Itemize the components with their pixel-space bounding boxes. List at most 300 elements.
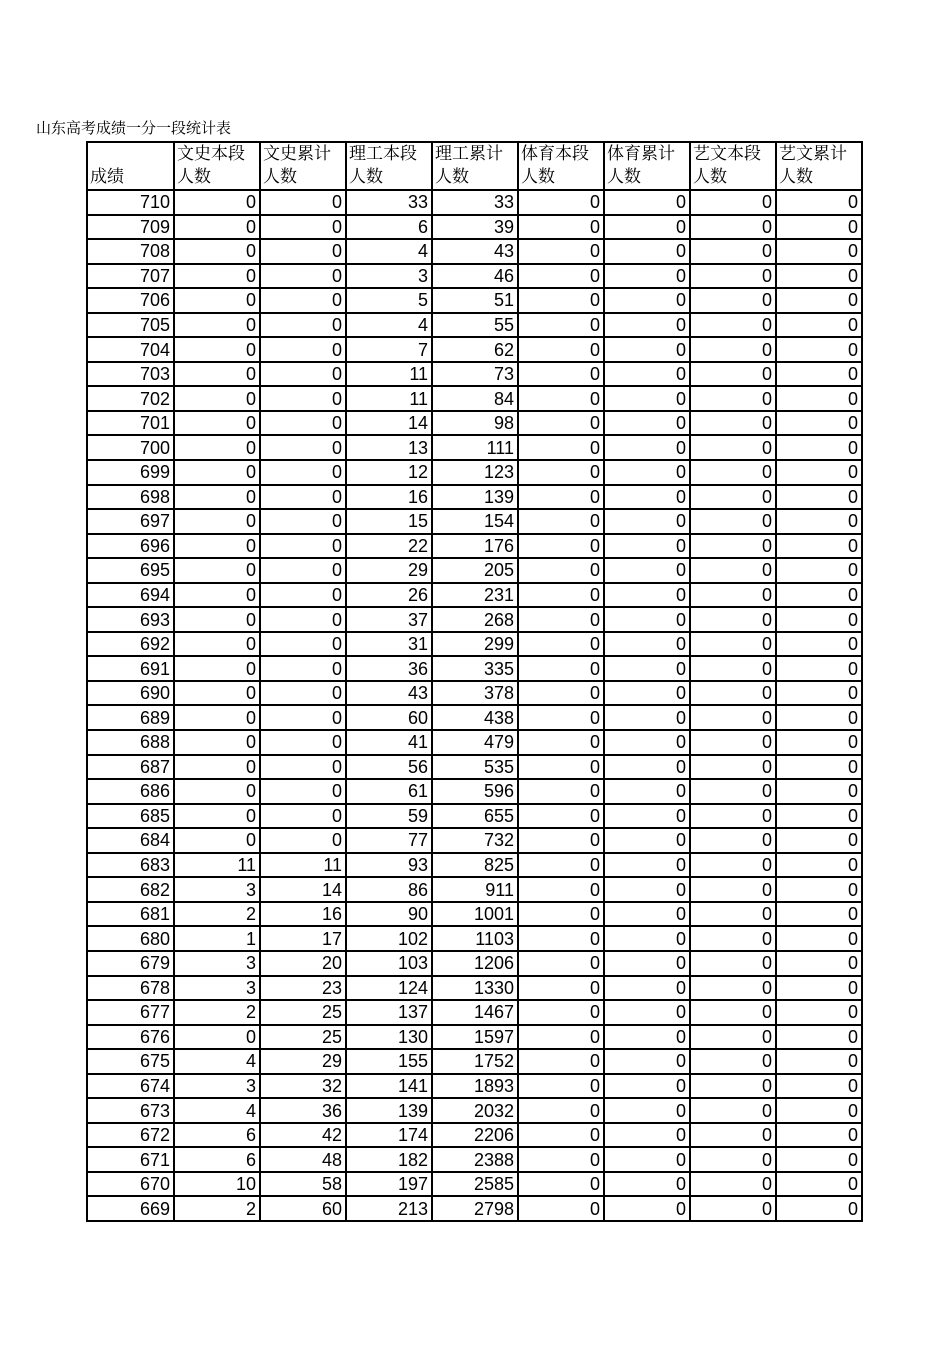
count-cell: 0 (260, 239, 346, 264)
count-cell: 6 (174, 1147, 260, 1172)
count-cell: 11 (174, 853, 260, 878)
count-cell: 911 (432, 877, 518, 902)
count-cell: 0 (604, 755, 690, 780)
column-header-line: 人数 (607, 167, 641, 187)
count-cell: 0 (776, 607, 862, 632)
count-cell: 0 (604, 460, 690, 485)
count-cell: 0 (604, 1172, 690, 1197)
score-cell: 700 (87, 435, 174, 460)
column-header-line: 体育本段 (521, 144, 589, 164)
count-cell: 0 (518, 755, 604, 780)
count-cell: 0 (604, 607, 690, 632)
count-cell: 41 (346, 730, 432, 755)
score-cell: 669 (87, 1196, 174, 1221)
table-row (87, 877, 862, 902)
count-cell: 0 (776, 828, 862, 853)
count-cell: 0 (604, 1074, 690, 1099)
count-cell: 14 (260, 877, 346, 902)
score-cell: 691 (87, 656, 174, 681)
count-cell: 335 (432, 656, 518, 681)
count-cell: 0 (690, 853, 776, 878)
count-cell: 0 (604, 534, 690, 559)
count-cell: 0 (518, 485, 604, 510)
column-header (432, 142, 518, 190)
count-cell: 4 (174, 1098, 260, 1123)
count-cell: 0 (604, 976, 690, 1001)
count-cell: 25 (260, 1025, 346, 1050)
count-cell: 0 (260, 583, 346, 608)
count-cell: 46 (432, 264, 518, 289)
column-header-line: 人数 (177, 167, 211, 187)
column-header-line: 文史累计 (263, 144, 331, 164)
score-cell: 705 (87, 313, 174, 338)
table-row (87, 1025, 862, 1050)
count-cell: 130 (346, 1025, 432, 1050)
count-cell: 6 (346, 215, 432, 240)
count-cell: 732 (432, 828, 518, 853)
count-cell: 0 (604, 215, 690, 240)
column-header-line: 人数 (693, 167, 727, 187)
table-row (87, 386, 862, 411)
column-header (87, 142, 174, 190)
column-header-line: 人数 (779, 167, 813, 187)
count-cell: 0 (174, 1025, 260, 1050)
count-cell: 0 (518, 386, 604, 411)
column-header (690, 142, 776, 190)
count-cell: 20 (260, 951, 346, 976)
count-cell: 0 (776, 386, 862, 411)
count-cell: 62 (432, 337, 518, 362)
count-cell: 31 (346, 632, 432, 657)
count-cell: 3 (346, 264, 432, 289)
count-cell: 0 (174, 411, 260, 436)
count-cell: 0 (260, 190, 346, 215)
table-row (87, 1074, 862, 1099)
count-cell: 0 (518, 509, 604, 534)
count-cell: 1467 (432, 1000, 518, 1025)
score-cell: 689 (87, 705, 174, 730)
column-header-line: 艺文累计 (779, 144, 847, 164)
count-cell: 25 (260, 1000, 346, 1025)
count-cell: 0 (260, 607, 346, 632)
table-row (87, 460, 862, 485)
count-cell: 17 (260, 926, 346, 951)
count-cell: 4 (346, 239, 432, 264)
score-cell: 708 (87, 239, 174, 264)
count-cell: 0 (260, 681, 346, 706)
count-cell: 0 (518, 1000, 604, 1025)
count-cell: 0 (260, 804, 346, 829)
count-cell: 33 (432, 190, 518, 215)
count-cell: 0 (604, 656, 690, 681)
count-cell: 0 (260, 288, 346, 313)
count-cell: 0 (690, 1000, 776, 1025)
count-cell: 0 (518, 1098, 604, 1123)
count-cell: 0 (604, 853, 690, 878)
count-cell: 0 (690, 951, 776, 976)
table-row (87, 730, 862, 755)
count-cell: 0 (518, 705, 604, 730)
count-cell: 73 (432, 362, 518, 387)
column-header-line: 人数 (521, 167, 555, 187)
count-cell: 0 (260, 779, 346, 804)
table-row (87, 1098, 862, 1123)
count-cell: 0 (174, 558, 260, 583)
column-header (604, 142, 690, 190)
count-cell: 0 (518, 1147, 604, 1172)
count-cell: 0 (604, 779, 690, 804)
count-cell: 174 (346, 1123, 432, 1148)
count-cell: 10 (174, 1172, 260, 1197)
count-cell: 655 (432, 804, 518, 829)
count-cell: 0 (690, 1025, 776, 1050)
count-cell: 0 (690, 705, 776, 730)
count-cell: 0 (260, 215, 346, 240)
score-cell: 672 (87, 1123, 174, 1148)
count-cell: 0 (260, 730, 346, 755)
count-cell: 0 (174, 288, 260, 313)
count-cell: 0 (690, 1172, 776, 1197)
count-cell: 33 (346, 190, 432, 215)
score-cell: 696 (87, 534, 174, 559)
count-cell: 51 (432, 288, 518, 313)
count-cell: 0 (604, 902, 690, 927)
count-cell: 0 (518, 558, 604, 583)
count-cell: 0 (518, 902, 604, 927)
count-cell: 0 (776, 902, 862, 927)
count-cell: 0 (518, 362, 604, 387)
table-row (87, 583, 862, 608)
table-row (87, 288, 862, 313)
count-cell: 0 (690, 411, 776, 436)
count-cell: 0 (604, 705, 690, 730)
column-header (260, 142, 346, 190)
count-cell: 0 (776, 853, 862, 878)
count-cell: 0 (690, 804, 776, 829)
count-cell: 0 (690, 1147, 776, 1172)
table-row (87, 1147, 862, 1172)
count-cell: 0 (690, 1049, 776, 1074)
count-cell: 32 (260, 1074, 346, 1099)
count-cell: 84 (432, 386, 518, 411)
count-cell: 15 (346, 509, 432, 534)
count-cell: 2032 (432, 1098, 518, 1123)
count-cell: 0 (518, 288, 604, 313)
count-cell: 0 (776, 288, 862, 313)
count-cell: 43 (432, 239, 518, 264)
count-cell: 0 (174, 632, 260, 657)
count-cell: 60 (260, 1196, 346, 1221)
count-cell: 0 (604, 877, 690, 902)
score-cell: 707 (87, 264, 174, 289)
count-cell: 0 (260, 337, 346, 362)
count-cell: 0 (260, 632, 346, 657)
score-cell: 703 (87, 362, 174, 387)
count-cell: 0 (518, 877, 604, 902)
count-cell: 36 (260, 1098, 346, 1123)
score-cell: 677 (87, 1000, 174, 1025)
count-cell: 3 (174, 877, 260, 902)
column-header (776, 142, 862, 190)
score-cell: 688 (87, 730, 174, 755)
count-cell: 1001 (432, 902, 518, 927)
count-cell: 0 (776, 190, 862, 215)
column-header (518, 142, 604, 190)
column-header (174, 142, 260, 190)
count-cell: 0 (690, 1074, 776, 1099)
count-cell: 0 (518, 190, 604, 215)
count-cell: 535 (432, 755, 518, 780)
table-row (87, 705, 862, 730)
count-cell: 0 (604, 632, 690, 657)
score-cell: 681 (87, 902, 174, 927)
count-cell: 0 (690, 926, 776, 951)
count-cell: 4 (174, 1049, 260, 1074)
count-cell: 7 (346, 337, 432, 362)
count-cell: 0 (518, 632, 604, 657)
count-cell: 0 (174, 509, 260, 534)
count-cell: 2388 (432, 1147, 518, 1172)
count-cell: 6 (174, 1123, 260, 1148)
count-cell: 1206 (432, 951, 518, 976)
table-row (87, 362, 862, 387)
count-cell: 0 (776, 1074, 862, 1099)
score-cell: 698 (87, 485, 174, 510)
column-header-line: 体育累计 (607, 144, 675, 164)
count-cell: 0 (604, 411, 690, 436)
count-cell: 0 (604, 1025, 690, 1050)
table-row (87, 828, 862, 853)
count-cell: 0 (518, 828, 604, 853)
count-cell: 0 (604, 558, 690, 583)
count-cell: 0 (518, 926, 604, 951)
score-cell: 709 (87, 215, 174, 240)
score-cell: 676 (87, 1025, 174, 1050)
count-cell: 0 (260, 485, 346, 510)
score-cell: 710 (87, 190, 174, 215)
count-cell: 42 (260, 1123, 346, 1148)
count-cell: 0 (776, 1049, 862, 1074)
count-cell: 0 (690, 215, 776, 240)
count-cell: 213 (346, 1196, 432, 1221)
count-cell: 0 (604, 435, 690, 460)
count-cell: 0 (690, 509, 776, 534)
table-header (87, 142, 862, 190)
count-cell: 0 (690, 534, 776, 559)
count-cell: 58 (260, 1172, 346, 1197)
count-cell: 0 (776, 264, 862, 289)
count-cell: 1597 (432, 1025, 518, 1050)
table-row (87, 1196, 862, 1221)
score-cell: 685 (87, 804, 174, 829)
count-cell: 86 (346, 877, 432, 902)
count-cell: 155 (346, 1049, 432, 1074)
table-body (87, 190, 862, 1221)
count-cell: 0 (604, 681, 690, 706)
table-row (87, 926, 862, 951)
count-cell: 0 (260, 264, 346, 289)
count-cell: 5 (346, 288, 432, 313)
count-cell: 0 (776, 215, 862, 240)
count-cell: 0 (518, 656, 604, 681)
count-cell: 60 (346, 705, 432, 730)
table-row (87, 337, 862, 362)
count-cell: 0 (690, 902, 776, 927)
count-cell: 0 (776, 460, 862, 485)
score-cell: 694 (87, 583, 174, 608)
count-cell: 2206 (432, 1123, 518, 1148)
count-cell: 43 (346, 681, 432, 706)
count-cell: 479 (432, 730, 518, 755)
count-cell: 0 (174, 534, 260, 559)
count-cell: 0 (260, 435, 346, 460)
count-cell: 197 (346, 1172, 432, 1197)
count-cell: 176 (432, 534, 518, 559)
count-cell: 0 (776, 877, 862, 902)
score-cell: 673 (87, 1098, 174, 1123)
count-cell: 0 (690, 1098, 776, 1123)
table-row (87, 1123, 862, 1148)
count-cell: 3 (174, 1074, 260, 1099)
table-row (87, 411, 862, 436)
count-cell: 0 (776, 411, 862, 436)
count-cell: 0 (260, 656, 346, 681)
count-cell: 0 (604, 386, 690, 411)
count-cell: 0 (260, 705, 346, 730)
count-cell: 0 (518, 1123, 604, 1148)
count-cell: 0 (518, 730, 604, 755)
count-cell: 139 (346, 1098, 432, 1123)
count-cell: 2798 (432, 1196, 518, 1221)
count-cell: 0 (604, 926, 690, 951)
score-cell: 678 (87, 976, 174, 1001)
count-cell: 16 (260, 902, 346, 927)
count-cell: 0 (174, 779, 260, 804)
count-cell: 0 (518, 1049, 604, 1074)
count-cell: 0 (776, 1025, 862, 1050)
count-cell: 0 (260, 558, 346, 583)
score-cell: 683 (87, 853, 174, 878)
count-cell: 0 (776, 1000, 862, 1025)
count-cell: 59 (346, 804, 432, 829)
count-cell: 0 (690, 730, 776, 755)
table-row (87, 632, 862, 657)
count-cell: 93 (346, 853, 432, 878)
score-cell: 686 (87, 779, 174, 804)
count-cell: 139 (432, 485, 518, 510)
count-cell: 182 (346, 1147, 432, 1172)
score-cell: 687 (87, 755, 174, 780)
count-cell: 1893 (432, 1074, 518, 1099)
count-cell: 0 (690, 558, 776, 583)
count-cell: 0 (604, 239, 690, 264)
count-cell: 26 (346, 583, 432, 608)
count-cell: 0 (518, 337, 604, 362)
count-cell: 0 (690, 656, 776, 681)
count-cell: 0 (604, 1098, 690, 1123)
score-cell: 674 (87, 1074, 174, 1099)
count-cell: 0 (174, 337, 260, 362)
count-cell: 0 (690, 755, 776, 780)
count-cell: 14 (346, 411, 432, 436)
table-row (87, 681, 862, 706)
count-cell: 0 (776, 779, 862, 804)
count-cell: 0 (174, 755, 260, 780)
count-cell: 0 (174, 804, 260, 829)
count-cell: 0 (690, 460, 776, 485)
count-cell: 0 (776, 705, 862, 730)
count-cell: 0 (690, 386, 776, 411)
count-cell: 0 (518, 804, 604, 829)
count-cell: 0 (518, 411, 604, 436)
count-cell: 137 (346, 1000, 432, 1025)
count-cell: 0 (690, 1123, 776, 1148)
count-cell: 2 (174, 1000, 260, 1025)
count-cell: 0 (518, 951, 604, 976)
table-row (87, 264, 862, 289)
count-cell: 0 (260, 386, 346, 411)
count-cell: 0 (518, 1025, 604, 1050)
score-cell: 679 (87, 951, 174, 976)
count-cell: 0 (174, 730, 260, 755)
count-cell: 0 (604, 1000, 690, 1025)
count-cell: 111 (432, 435, 518, 460)
count-cell: 124 (346, 976, 432, 1001)
count-cell: 0 (690, 264, 776, 289)
score-cell: 692 (87, 632, 174, 657)
table-row (87, 976, 862, 1001)
count-cell: 0 (174, 607, 260, 632)
count-cell: 102 (346, 926, 432, 951)
count-cell: 0 (518, 583, 604, 608)
count-cell: 0 (776, 926, 862, 951)
table-row (87, 1172, 862, 1197)
count-cell: 0 (690, 779, 776, 804)
count-cell: 61 (346, 779, 432, 804)
count-cell: 0 (690, 828, 776, 853)
count-cell: 0 (604, 485, 690, 510)
count-cell: 11 (346, 362, 432, 387)
count-cell: 0 (690, 190, 776, 215)
table-row (87, 853, 862, 878)
count-cell: 299 (432, 632, 518, 657)
count-cell: 2 (174, 902, 260, 927)
count-cell: 0 (604, 509, 690, 534)
count-cell: 123 (432, 460, 518, 485)
count-cell: 3 (174, 951, 260, 976)
page-title: 山东高考成绩一分一段统计表 (36, 119, 232, 137)
count-cell: 16 (346, 485, 432, 510)
count-cell: 0 (690, 607, 776, 632)
score-cell: 699 (87, 460, 174, 485)
count-cell: 0 (518, 264, 604, 289)
count-cell: 1752 (432, 1049, 518, 1074)
count-cell: 0 (690, 976, 776, 1001)
count-cell: 0 (174, 215, 260, 240)
column-header-line: 成绩 (90, 167, 124, 187)
count-cell: 36 (346, 656, 432, 681)
count-cell: 0 (174, 386, 260, 411)
count-cell: 0 (776, 755, 862, 780)
count-cell: 0 (776, 435, 862, 460)
count-cell: 0 (518, 534, 604, 559)
count-cell: 0 (776, 681, 862, 706)
count-cell: 0 (604, 1123, 690, 1148)
count-cell: 596 (432, 779, 518, 804)
count-cell: 1103 (432, 926, 518, 951)
count-cell: 0 (604, 1049, 690, 1074)
count-cell: 0 (260, 411, 346, 436)
